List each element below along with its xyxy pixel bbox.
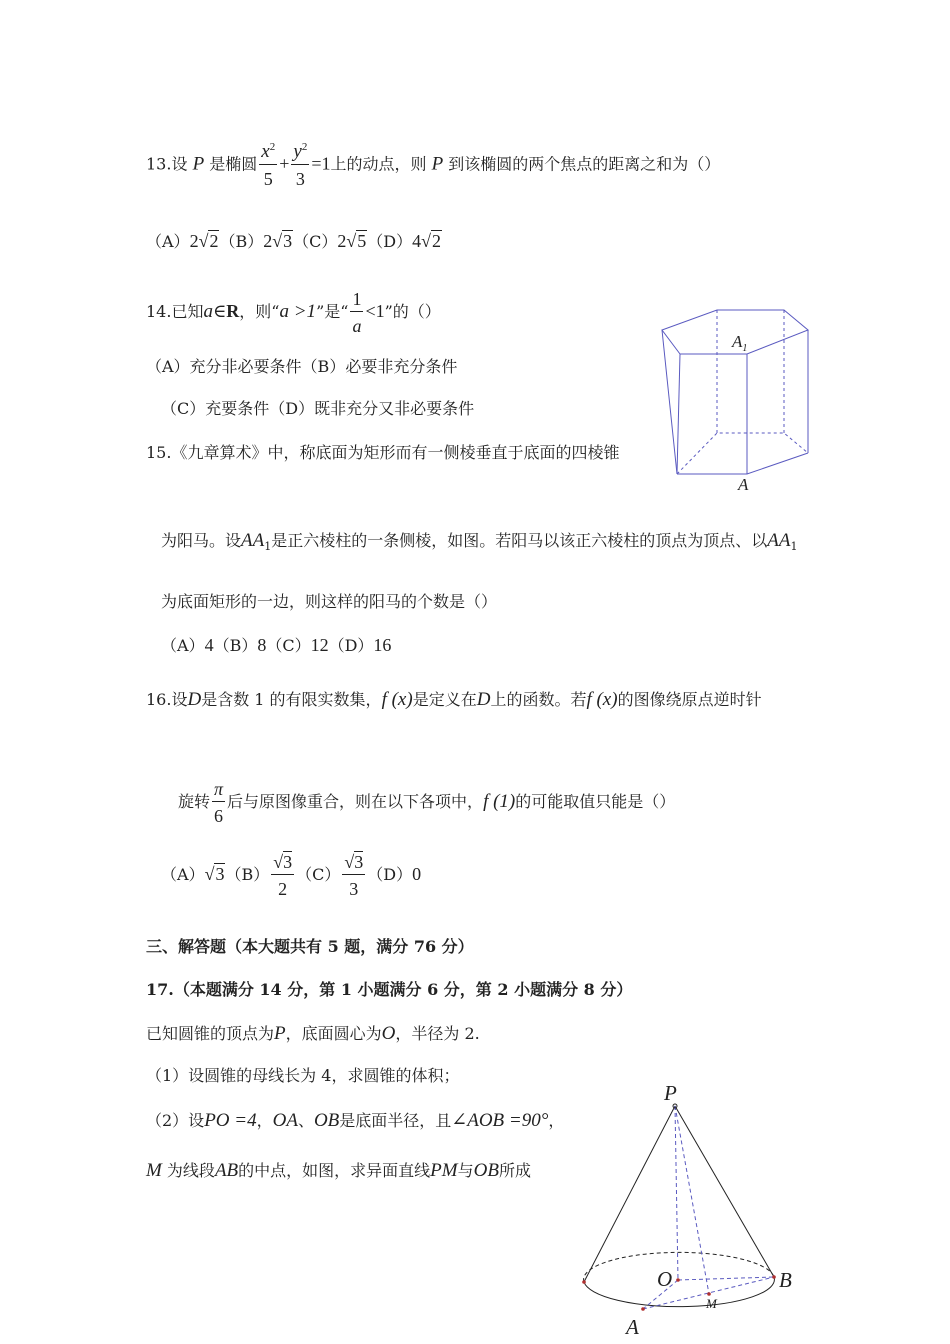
label-o: O (657, 1267, 673, 1291)
label-p: P (664, 1081, 677, 1105)
q14-options-ab: （A）充分非必要条件（B）必要非充分条件 (146, 357, 458, 376)
fraction-y2-3: $\frac{y^2}{3}$ (293, 141, 308, 189)
q17-part1: （1）设圆锥的母线长为 4，求圆锥的体积； (146, 1066, 460, 1085)
section-title: 三、解答题（本大题共有 5 题，满分 76 分） (146, 937, 474, 956)
point-b (772, 1275, 776, 1279)
prism-bottom-hidden (677, 433, 808, 474)
fraction-pi-6: $\frac{\pi}{6}$ (214, 779, 224, 826)
point-o (676, 1278, 680, 1282)
prism-bottom-visible (677, 453, 808, 474)
cone-generatrix-left (584, 1106, 675, 1282)
base-circle-back (584, 1252, 774, 1282)
segment-po (675, 1106, 678, 1280)
label-b: B (779, 1268, 792, 1292)
fraction-x2-5: $\frac{x^2}{5}$ (261, 141, 276, 189)
q17-line1: 已知圆锥的顶点为P，底面圆心为O，半径为 2. (146, 1023, 480, 1044)
q17-part2: （2）设PO =4，OA、OB是底面半径，且∠AOB =90°， (146, 1110, 565, 1131)
q15-line3: 为底面矩形的一边，则这样的阳马的个数是（） (161, 592, 498, 611)
q13-number: 13. (146, 154, 172, 174)
q15-options: （A）4（B）8（C）12（D）16 (161, 635, 392, 655)
fraction-sqrt3-2: $\frac{√3}{2}$ (273, 852, 293, 899)
label-a1: $A_1$ (732, 332, 748, 354)
cone-figure (575, 1080, 805, 1342)
cone-generatrix-right (675, 1106, 774, 1277)
segment-ob (678, 1277, 774, 1280)
q16-line2: 旋转 $\frac{\pi}{6}$ 后与原图像重合，则在以下各项中，f (1)的可能取值只能是（） (178, 779, 676, 826)
fraction-1-a: $\frac{1}{a}$ (352, 289, 362, 336)
q14-options-cd: （C）充要条件（D）既非充分又非必要条件 (161, 399, 475, 418)
q16-options: （A）√3（B） $\frac{√3}{2}$ （C） $\frac{√3}{3}$ （D）0 (161, 852, 422, 899)
hexagonal-prism-figure (650, 300, 820, 500)
q15-line2: 为阳马。设$AA_1$是正六棱柱的一条侧棱，如图。若阳马以该正六棱柱的顶点为顶点、以$AA_1$ (161, 530, 798, 554)
q17-header: 17.（本题满分 14 分，第 1 小题满分 6 分，第 2 小题满分 8 分） (146, 980, 633, 999)
segment-pm (675, 1106, 709, 1294)
base-circle-front (584, 1277, 774, 1307)
q13-line: 13.设 P 是椭圆 $\frac{x^2}{5}$ + $\frac{y^2}{3}$ =1上的动点，则 P 到该椭圆的两个焦点的距离之和为（） (146, 141, 721, 189)
prism-edge (662, 330, 677, 474)
q16-line1: 16.设D是含数 1 的有限实数集，f (x)是定义在D上的函数。若f (x)的图像绕原点逆时针 (146, 689, 762, 710)
q15-line1: 15.《九章算术》中，称底面为矩形而有一侧棱垂直于底面的四棱锥 (146, 443, 620, 462)
fraction-sqrt3-3: $\frac{√3}{3}$ (344, 852, 364, 899)
point-a (641, 1307, 645, 1311)
q13-options: （A）2√2（B）2√3（C）2√5（D）4√2 (146, 231, 441, 251)
label-a: A (738, 475, 749, 494)
prism-edge (677, 354, 680, 474)
q14-line: 14.已知a∈R，则“a >1”是“ $\frac{1}{a}$ <1”的（） (146, 289, 441, 336)
point-left (582, 1280, 586, 1284)
label-a: A (626, 1315, 639, 1339)
q17-part2-cont: M 为线段AB的中点，如图，求异面直线PM与OB所成 (146, 1160, 531, 1181)
label-m: M (706, 1296, 717, 1311)
